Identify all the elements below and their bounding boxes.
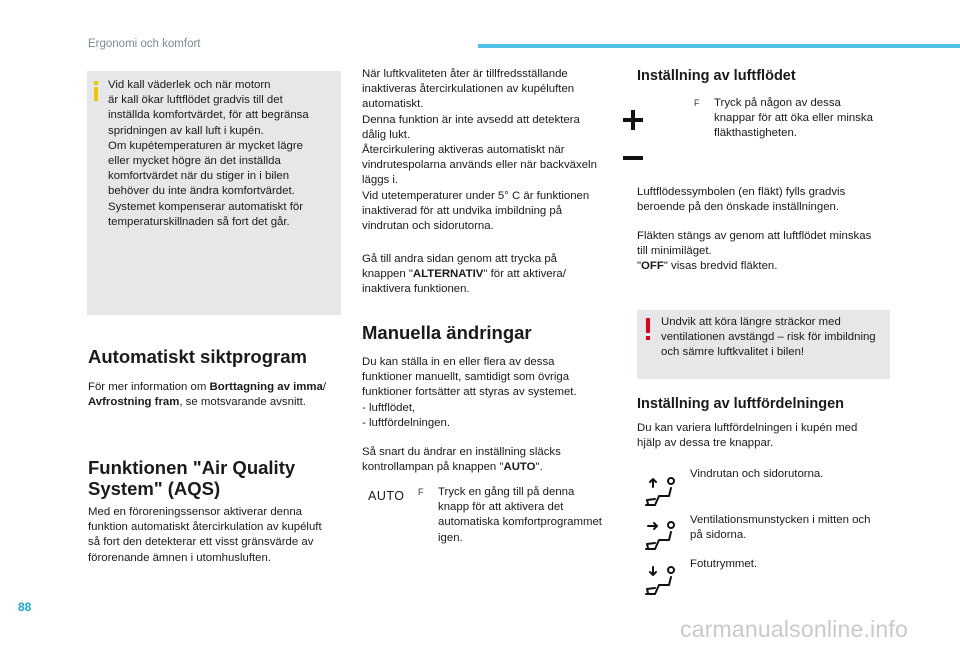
heading-manual-changes: Manuella ändringar bbox=[362, 322, 532, 343]
windshield-distribution-icon bbox=[644, 476, 680, 508]
center-vents-distribution-icon bbox=[644, 520, 680, 552]
warning-icon bbox=[645, 318, 651, 345]
fan-off-text: Fläkten stängs av genom att luftflödet minskas till minimiläget. "OFF" visas bredvid fläkten. bbox=[637, 230, 872, 273]
header-accent-bar bbox=[478, 44, 960, 48]
minus-icon bbox=[622, 155, 644, 161]
page-number: 88 bbox=[18, 600, 32, 614]
auto-button-icon: AUTO bbox=[368, 489, 405, 503]
manual-changes-text: Du kan ställa in en eller flera av dessa funktioner manuellt, samtidigt som övriga funktioner fortsätter att styras av systemet. - luftflödet, - luftfördelningen. bbox=[362, 356, 577, 429]
air-distribution-text: Du kan variera luftfördelningen i kupén med hjälp av dessa tre knappar. bbox=[637, 422, 858, 450]
air-flow-instruction: Tryck på någon av dessa knappar för att öka eller minska fläkthastigheten. bbox=[714, 97, 873, 140]
alternativ-text: Gå till andra sidan genom att trycka på knappen "ALTERNATIV" för att aktivera/ inaktivera funktionen. bbox=[362, 253, 566, 296]
plus-icon bbox=[622, 109, 644, 131]
watermark: carmanualsonline.info bbox=[680, 616, 908, 642]
heading-aqs: Funktionen "Air Quality System" (AQS) bbox=[88, 457, 296, 499]
auto-instruction-text: Tryck en gång till på denna knapp för att aktivera det automatiska komfortprogrammet igen. bbox=[438, 486, 602, 544]
info-text: Vid kall väderlek och när motorn är kall ökar luftflödet gradvis till det inställda komfortvärdet, för att begränsa spridningen av kall luft i kupén. Om kupétemperaturen är mycket lägre eller mycket högre än det inställda komfortvärdet när du stiger in i bilen behöver du inte ändra komfortvärdet. Systemet kompenserar automatiskt för temperaturskillnaden så fort det går. bbox=[108, 79, 309, 228]
windshield-distribution-label: Vindrutan och sidorutorna. bbox=[690, 468, 824, 480]
bullet-icon: F bbox=[694, 98, 700, 108]
footwell-distribution-label: Fotutrymmet. bbox=[690, 558, 758, 570]
heading-air-distribution: Inställning av luftfördelningen bbox=[637, 396, 845, 412]
fan-symbol-text: Luftflödessymbolen (en fläkt) fylls gradvis beroende på den önskade inställningen. bbox=[637, 186, 846, 214]
center-vents-distribution-label: Ventilationsmunstycken i mitten och på sidorna. bbox=[690, 514, 871, 542]
heading-air-flow: Inställning av luftflödet bbox=[637, 68, 796, 84]
auto-lamp-text: Så snart du ändrar en inställning släcks kontrollampan på knappen "AUTO". bbox=[362, 446, 561, 474]
bullet-icon: F bbox=[418, 487, 424, 497]
automatic-visibility-text: För mer information om Borttagning av imma/ Avfrostning fram, se motsvarande avsnitt. bbox=[88, 381, 327, 409]
heading-automatic-visibility: Automatiskt siktprogram bbox=[88, 346, 307, 367]
aqs-continued-text: När luftkvaliteten åter är tillfredsställande inaktiveras återcirkulationen av kupéluften automatiskt. Denna funktion är inte avsedd att detektera dålig lukt. Återcirkulering aktiveras automatiskt när vindrutespolarna används eller när backväxeln läggs i. Vid utetemperaturer under 5° C är funktionen inaktiverad för att undvika imbildning på vindrutan och sidorutorna. bbox=[362, 68, 597, 233]
warning-text: Undvik att köra längre sträckor med ventilationen avstängd – risk för imbildning och sämre luftkvalitet i bilen! bbox=[661, 316, 876, 359]
footwell-distribution-icon bbox=[644, 565, 680, 597]
info-icon bbox=[93, 81, 99, 101]
aqs-text: Med en föroreningssensor aktiverar denna funktion automatiskt återcirkulation av kupéluft så fort den detekterar ett visst gränsvärde av förorenande ämnen i utomhusluften. bbox=[88, 506, 322, 564]
warning-box bbox=[637, 310, 890, 379]
info-box bbox=[87, 71, 341, 315]
section-title: Ergonomi och komfort bbox=[88, 38, 201, 50]
